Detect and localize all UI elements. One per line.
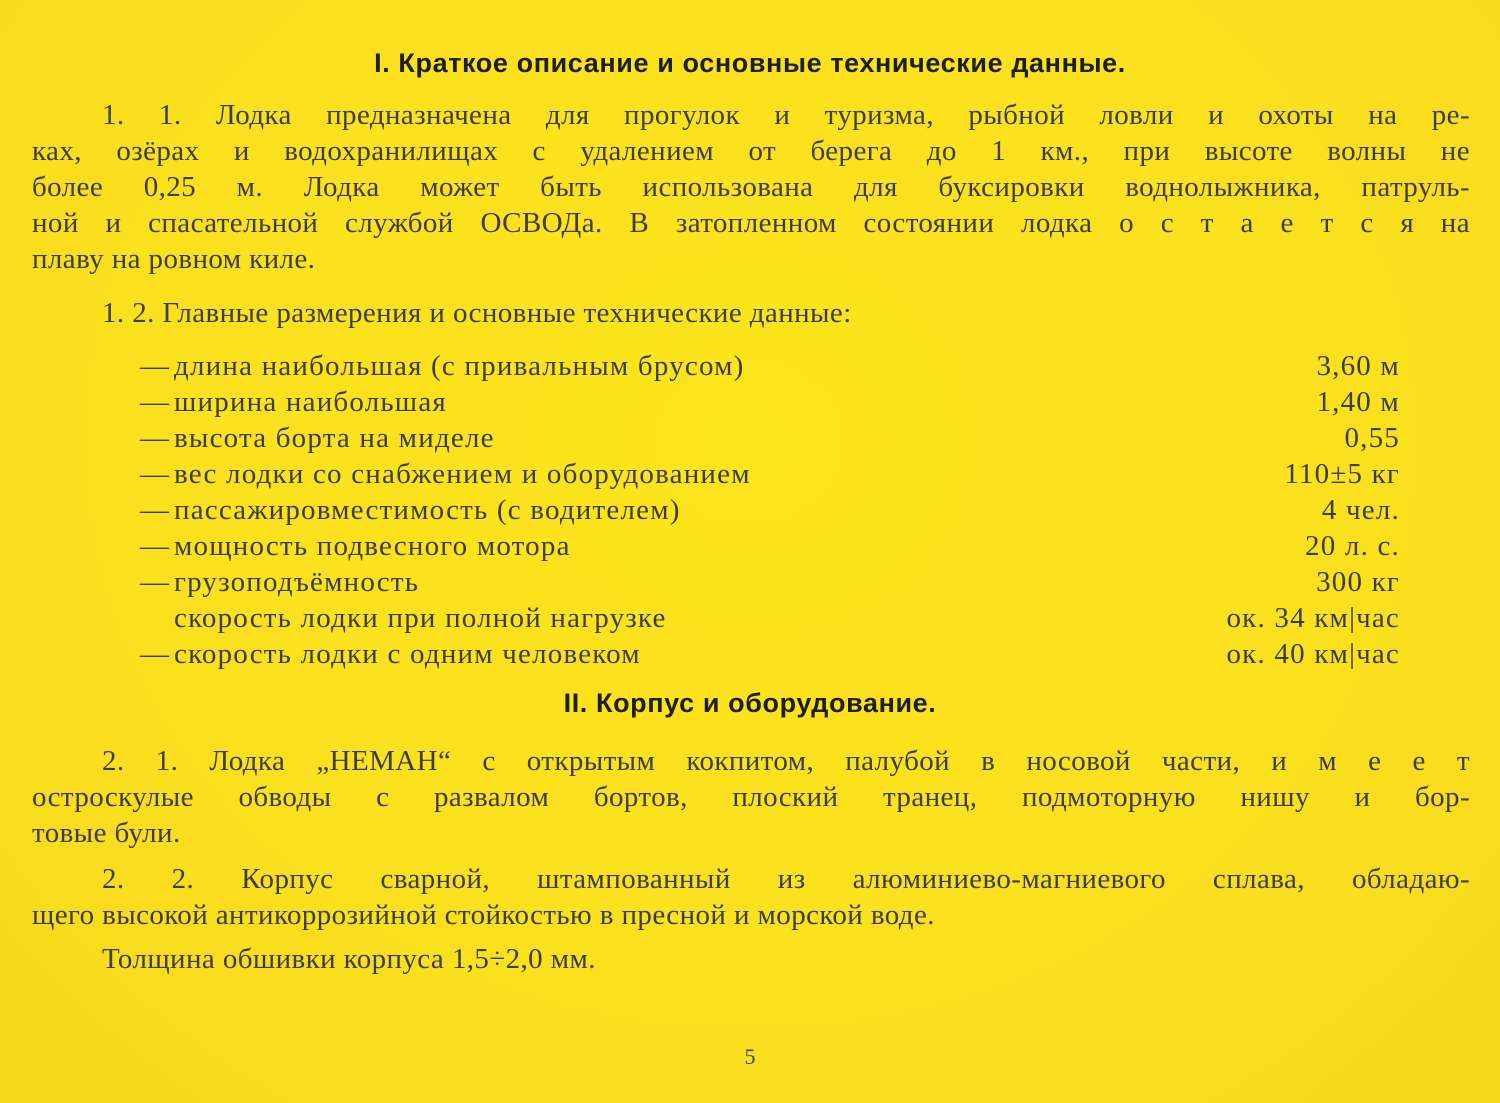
spec-label-text: длина наибольшая (с привальным брусом) (174, 350, 745, 382)
text-line: товые були. (32, 817, 181, 849)
spec-label (140, 636, 641, 672)
text-line: более 0,25 м. Лодка может быть использована для буксировки воднолыжника, патруль- (32, 171, 1470, 203)
spec-label (140, 348, 745, 384)
text-line: остроскулые обводы с развалом бортов, плоский транец, подмоторную нишу и бор- (32, 781, 1470, 813)
spec-row-width (140, 384, 1400, 420)
text-line: 1. 2. Главные размерения и основные технические данные: (102, 297, 852, 329)
spec-label (140, 456, 751, 492)
spec-value: ок. 34 км|час (1226, 602, 1400, 634)
spec-value: 3,60 м (1316, 350, 1400, 382)
paragraph-1-1 (32, 97, 1470, 277)
spec-dash: — (140, 422, 171, 454)
section-2-heading: II. Корпус и оборудование. (563, 688, 937, 718)
spec-row-capacity (140, 492, 1400, 528)
spec-row-speed-full (140, 600, 1400, 636)
spec-dash: — (140, 566, 171, 598)
spec-row-length (140, 348, 1400, 384)
spec-dash: — (140, 386, 171, 418)
paragraph-2-2 (32, 861, 1470, 933)
text-line: ках, озёрах и водохранилищах с удалением от берега до 1 км., при высоте волны не (32, 135, 1470, 167)
spec-label (140, 384, 447, 420)
spec-row-height (140, 420, 1400, 456)
paragraph-1-2 (32, 295, 1470, 331)
spec-label (140, 492, 681, 528)
spec-row-payload (140, 564, 1400, 600)
spec-value: 0,55 (1344, 422, 1400, 454)
spec-label (140, 600, 667, 636)
spec-dash: — (140, 530, 171, 562)
spec-row-motor-power (140, 528, 1400, 564)
section-1-heading: I. Краткое описание и основные технические данные. (374, 48, 1126, 78)
text-line: 2. 1. Лодка „НЕМАН“ с открытым кокпитом, палубой в носовой части, и м е е т (102, 745, 1470, 777)
text-line: 1. 1. Лодка предназначена для прогулок и туризма, рыбной ловли и охоты на ре- (102, 99, 1470, 131)
spec-label-text: высота борта на миделе (174, 422, 495, 454)
spec-label (140, 564, 419, 600)
spec-label (140, 528, 571, 564)
text-line: плаву на ровном киле. (32, 243, 316, 275)
page-number: 5 (744, 1044, 756, 1069)
spec-value: ок. 40 км|час (1226, 638, 1400, 670)
spec-dash: — (140, 494, 171, 526)
text-line: Толщина обшивки корпуса 1,5÷2,0 мм. (102, 943, 596, 975)
spec-value: 110±5 кг (1284, 458, 1400, 490)
spec-label-text: мощность подвесного мотора (174, 530, 571, 562)
spec-label-text: вес лодки со снабжением и оборудованием (174, 458, 751, 490)
spec-value: 300 кг (1316, 566, 1400, 598)
text-line: 2. 2. Корпус сварной, штампованный из алюминиево-магниевого сплава, обладаю- (102, 863, 1470, 895)
paragraph-2-3 (32, 941, 1470, 977)
text-line: ной и спасательной службой ОСВОДа. В затопленном состоянии лодка о с т а е т с я на (32, 207, 1470, 239)
spec-row-speed-single (140, 636, 1400, 672)
spec-label-text: пассажировместимость (с водителем) (174, 494, 681, 526)
spec-label-text: скорость лодки с одним человеком (174, 638, 641, 670)
spec-dash: — (140, 458, 171, 490)
spec-label-text: грузоподъёмность (174, 566, 420, 598)
spec-value: 4 чел. (1321, 494, 1400, 526)
spec-label (140, 420, 495, 456)
paragraph-2-1 (32, 743, 1470, 851)
spec-label-text: ширина наибольшая (174, 386, 447, 418)
spec-value: 1,40 м (1316, 386, 1400, 418)
spec-row-weight (140, 456, 1400, 492)
spec-dash: — (140, 638, 171, 670)
spec-value: 20 л. с. (1305, 530, 1400, 562)
spec-dash: — (140, 350, 171, 382)
specs-list (140, 348, 1400, 672)
text-line: щего высокой антикоррозийной стойкостью в пресной и морской воде. (32, 899, 935, 931)
spec-label-text: скорость лодки при полной нагрузке (174, 602, 667, 634)
